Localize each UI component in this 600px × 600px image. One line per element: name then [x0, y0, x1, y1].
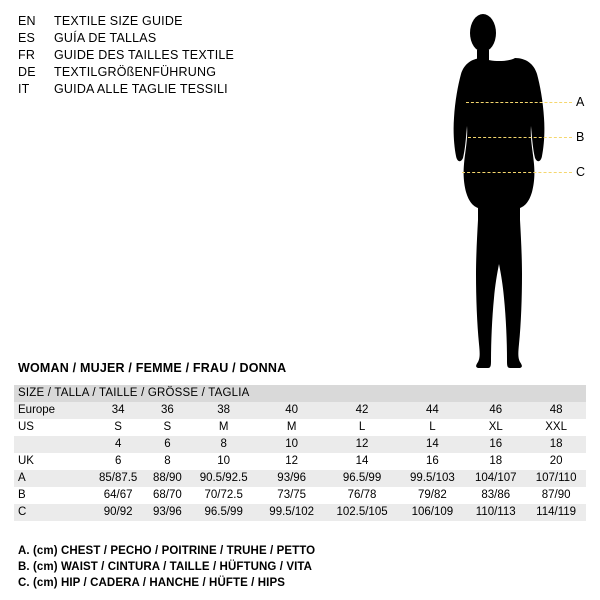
section-title: WOMAN / MUJER / FEMME / FRAU / DONNA: [18, 361, 287, 375]
cell: 8: [146, 453, 188, 470]
cell: 38: [189, 402, 259, 419]
cell: 14: [325, 453, 400, 470]
cell: 102.5/105: [325, 504, 400, 521]
footnote-waist: B. (cm) WAIST / CINTURA / TAILLE / HÜFTUNG / VITA: [18, 561, 313, 573]
cell: 104/107: [465, 470, 526, 487]
cell: 83/86: [465, 487, 526, 504]
cell: 18: [526, 436, 586, 453]
cell: 42: [325, 402, 400, 419]
row-label: UK: [14, 453, 90, 470]
cell: 93/96: [259, 470, 325, 487]
size-table: [14, 385, 586, 521]
cell: 12: [259, 453, 325, 470]
cell: 110/113: [465, 504, 526, 521]
language-row: [18, 48, 318, 65]
footnote-chest: A. (cm) CHEST / PECHO / POITRINE / TRUHE / PETTO: [18, 545, 316, 557]
language-row: [18, 82, 318, 99]
cell: 85/87.5: [90, 470, 146, 487]
cell: 96.5/99: [325, 470, 400, 487]
cell: 99.5/102: [259, 504, 325, 521]
table-row: [14, 504, 586, 521]
language-row: [18, 14, 318, 31]
cell: 73/75: [259, 487, 325, 504]
row-label: Europe: [14, 402, 90, 419]
language-title: TEXTILGRÖßENFÜHRUNG: [54, 65, 217, 79]
table-row: [14, 453, 586, 470]
cell: 96.5/99: [189, 504, 259, 521]
footnotes-block: [18, 543, 578, 591]
cell: 16: [465, 436, 526, 453]
cell: 14: [400, 436, 466, 453]
cell: 90.5/92.5: [189, 470, 259, 487]
table-row: [14, 436, 586, 453]
cell: 18: [465, 453, 526, 470]
cell: XL: [465, 419, 526, 436]
hip-measure-label: C: [576, 165, 586, 179]
cell: 20: [526, 453, 586, 470]
cell: 12: [325, 436, 400, 453]
language-row: [18, 31, 318, 48]
language-header-block: [18, 14, 318, 99]
row-label: [14, 436, 90, 453]
language-title: GUIDE DES TAILLES TEXTILE: [54, 48, 235, 62]
cell: 79/82: [400, 487, 466, 504]
cell: 107/110: [526, 470, 586, 487]
language-row: [18, 65, 318, 82]
hip-measure-line: [462, 172, 572, 173]
cell: 68/70: [146, 487, 188, 504]
table-row: [14, 470, 586, 487]
row-label: US: [14, 419, 90, 436]
cell: 34: [90, 402, 146, 419]
cell: 87/90: [526, 487, 586, 504]
cell: S: [90, 419, 146, 436]
cell: 8: [189, 436, 259, 453]
table-row: [14, 402, 586, 419]
cell: 76/78: [325, 487, 400, 504]
language-code: ES: [18, 31, 36, 45]
chest-measure-label: A: [576, 95, 585, 109]
cell: 99.5/103: [400, 470, 466, 487]
waist-measure-line: [468, 137, 572, 138]
chest-measure-line: [466, 102, 572, 103]
cell: 10: [189, 453, 259, 470]
cell: 40: [259, 402, 325, 419]
table-row: [14, 487, 586, 504]
cell: 88/90: [146, 470, 188, 487]
cell: 46: [465, 402, 526, 419]
cell: XXL: [526, 419, 586, 436]
female-body-silhouette-icon: [420, 6, 595, 376]
cell: 16: [400, 453, 466, 470]
cell: M: [259, 419, 325, 436]
row-label: A: [14, 470, 90, 487]
language-code: EN: [18, 14, 36, 28]
cell: M: [189, 419, 259, 436]
cell: 6: [90, 453, 146, 470]
body-figure-area: [420, 6, 595, 376]
language-code: FR: [18, 48, 36, 62]
cell: 70/72.5: [189, 487, 259, 504]
cell: 44: [400, 402, 466, 419]
row-label: C: [14, 504, 90, 521]
row-label: B: [14, 487, 90, 504]
cell: S: [146, 419, 188, 436]
language-code: DE: [18, 65, 36, 79]
cell: 4: [90, 436, 146, 453]
language-code: IT: [18, 82, 30, 96]
footnote-hip: C. (cm) HIP / CADERA / HANCHE / HÜFTE / HIPS: [18, 577, 286, 589]
cell: 6: [146, 436, 188, 453]
waist-measure-label: B: [576, 130, 585, 144]
cell: 64/67: [90, 487, 146, 504]
cell: 114/119: [526, 504, 586, 521]
language-title: GUIDA ALLE TAGLIE TESSILI: [54, 82, 228, 96]
table-header-row: [14, 385, 586, 402]
language-title: TEXTILE SIZE GUIDE: [54, 14, 183, 28]
table-header-label: SIZE / TALLA / TAILLE / GRÖSSE / TAGLIA: [14, 385, 586, 402]
language-title: GUÍA DE TALLAS: [54, 31, 157, 45]
cell: 93/96: [146, 504, 188, 521]
cell: 36: [146, 402, 188, 419]
cell: 10: [259, 436, 325, 453]
cell: L: [400, 419, 466, 436]
cell: 48: [526, 402, 586, 419]
cell: L: [325, 419, 400, 436]
table-row: [14, 419, 586, 436]
cell: 106/109: [400, 504, 466, 521]
cell: 90/92: [90, 504, 146, 521]
